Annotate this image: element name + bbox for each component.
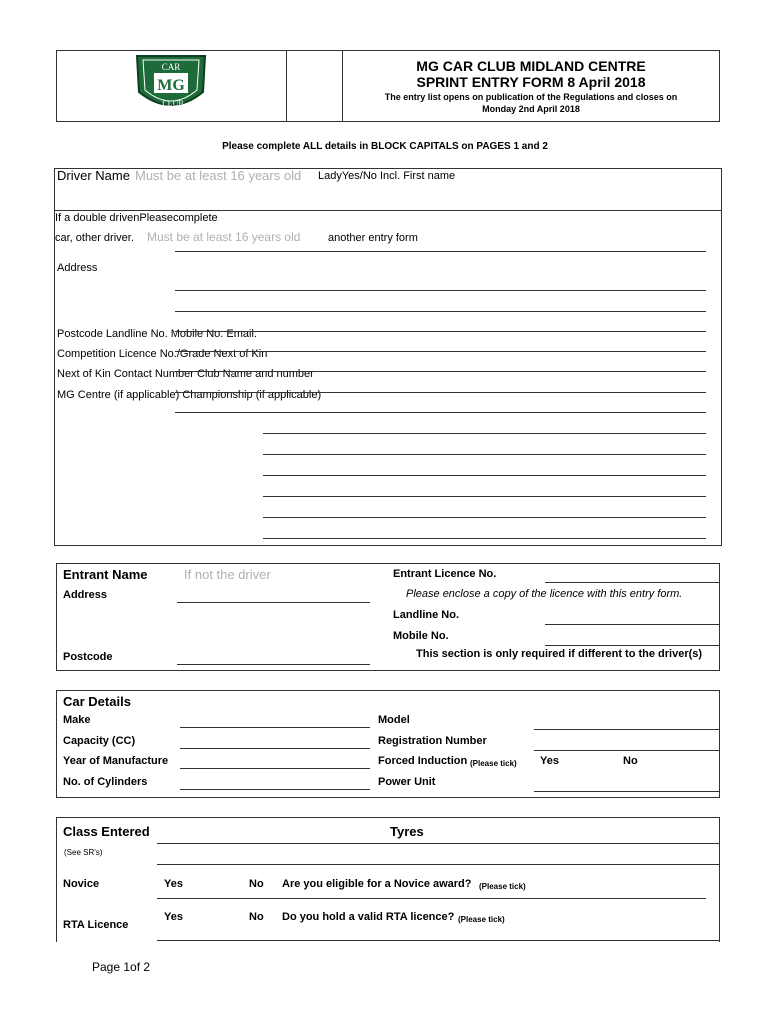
fill-line[interactable]	[263, 517, 706, 518]
entrant-mobile-label: Mobile No.	[393, 630, 449, 642]
mg-centre-label: MG Centre (if applicable) Championship (if applicable)	[57, 389, 322, 401]
address-line-2[interactable]	[175, 311, 706, 312]
logo-text-bot: CLUB	[162, 99, 184, 108]
forced-induction-label: Forced Induction	[378, 755, 468, 767]
see-srs-note: (See SR's)	[64, 848, 103, 857]
header-note-1: The entry list opens on publication of the Regulations and closes on	[384, 92, 678, 102]
postcode-contact-label: Postcode Landline No. Mobile No. Email:	[57, 328, 257, 340]
enclose-licence-note: Please enclose a copy of the licence with this entry form.	[406, 588, 683, 600]
driver-name-divider	[54, 210, 722, 211]
registration-label: Registration Number	[378, 735, 487, 747]
forced-yes-option[interactable]: Yes	[540, 755, 559, 767]
entrant-postcode-label: Postcode	[63, 651, 113, 663]
kin-contact-label: Next of Kin Contact Number Club Name and number	[57, 368, 314, 380]
tyres-label: Tyres	[390, 824, 424, 839]
rta-yes-option[interactable]: Yes	[164, 911, 183, 923]
entrant-address-line[interactable]	[177, 602, 370, 603]
fill-line[interactable]	[175, 251, 706, 252]
block-capitals-instruction: Please complete ALL details in BLOCK CAPITALS on PAGES 1 and 2	[222, 141, 548, 152]
second-driver-age-hint: Must be at least 16 years old	[147, 230, 301, 244]
car-details-title: Car Details	[63, 694, 131, 709]
mg-car-club-logo	[133, 52, 209, 118]
model-line[interactable]	[534, 729, 719, 730]
logo-text-mid: MG	[157, 77, 185, 94]
header-divider-1	[286, 50, 287, 122]
tyres-line[interactable]	[157, 864, 720, 865]
rta-line	[157, 940, 720, 941]
title-line-2: SPRINT ENTRY FORM 8 April 2018	[416, 74, 646, 90]
double-driven-line-1: If a double drivenPleasecomplete	[55, 212, 218, 224]
year-line[interactable]	[180, 768, 370, 769]
model-label: Model	[378, 714, 410, 726]
make-line[interactable]	[180, 727, 370, 728]
kin-contact-line[interactable]	[175, 371, 706, 372]
driver-age-hint: Must be at least 16 years old	[135, 168, 302, 183]
lady-label: LadyYes/No Incl. First name	[318, 170, 456, 182]
entrant-hint: If not the driver	[184, 567, 271, 582]
licence-kin-label: Competition Licence No./Grade Next of Kin	[57, 348, 268, 360]
driver-address-label: Address	[57, 262, 98, 274]
novice-label: Novice	[63, 878, 100, 890]
another-entry-form-label: another entry form	[328, 232, 418, 244]
novice-please-tick: (Please tick)	[479, 882, 526, 891]
forced-please-tick: (Please tick)	[470, 759, 517, 768]
cylinders-label: No. of Cylinders	[63, 776, 148, 788]
page-number: Page 1of 2	[92, 960, 151, 974]
fill-line[interactable]	[263, 454, 706, 455]
make-label: Make	[63, 714, 91, 726]
title-line-1: MG CAR CLUB MIDLAND CENTRE	[416, 58, 646, 74]
rta-question: Do you hold a valid RTA licence?	[282, 911, 455, 923]
novice-line	[157, 898, 706, 899]
fill-line[interactable]	[175, 412, 706, 413]
forced-no-option[interactable]: No	[623, 755, 638, 767]
novice-yes-option[interactable]: Yes	[164, 878, 183, 890]
entrant-licence-line[interactable]	[545, 582, 719, 583]
double-driven-line-2: car, other driver.	[55, 232, 134, 244]
header-note-2: Monday 2nd April 2018	[482, 104, 580, 114]
year-label: Year of Manufacture	[63, 755, 169, 767]
fill-line[interactable]	[263, 433, 706, 434]
capacity-label: Capacity (CC)	[63, 735, 136, 747]
address-line-1[interactable]	[175, 290, 706, 291]
rta-licence-label: RTA Licence	[63, 919, 129, 931]
entrant-postcode-line[interactable]	[177, 664, 370, 665]
entrant-address-label: Address	[63, 589, 108, 601]
novice-question: Are you eligible for a Novice award?	[282, 878, 472, 890]
rta-please-tick: (Please tick)	[458, 915, 505, 924]
power-unit-label: Power Unit	[378, 776, 436, 788]
fill-line[interactable]	[263, 496, 706, 497]
entrant-landline-line[interactable]	[545, 624, 719, 625]
class-entered-label: Class Entered	[63, 824, 150, 839]
postcode-contact-line[interactable]	[175, 331, 706, 332]
entrant-section-note: This section is only required if different to the driver(s)	[416, 648, 703, 660]
power-unit-line[interactable]	[534, 791, 719, 792]
novice-no-option[interactable]: No	[249, 878, 264, 890]
entrant-licence-label: Entrant Licence No.	[393, 568, 497, 580]
rta-no-option[interactable]: No	[249, 911, 264, 923]
mg-centre-line[interactable]	[175, 392, 706, 393]
entrant-mobile-line[interactable]	[545, 645, 719, 646]
registration-line[interactable]	[534, 750, 719, 751]
fill-line[interactable]	[263, 538, 706, 539]
class-line[interactable]	[157, 843, 720, 844]
driver-name-label: Driver Name	[57, 168, 130, 183]
logo-text-top: CAR	[161, 62, 181, 72]
entrant-name-label: Entrant Name	[63, 567, 148, 582]
cylinders-line[interactable]	[180, 789, 370, 790]
licence-kin-line[interactable]	[175, 351, 706, 352]
fill-line[interactable]	[263, 475, 706, 476]
entrant-landline-label: Landline No.	[393, 609, 459, 621]
capacity-line[interactable]	[180, 748, 370, 749]
